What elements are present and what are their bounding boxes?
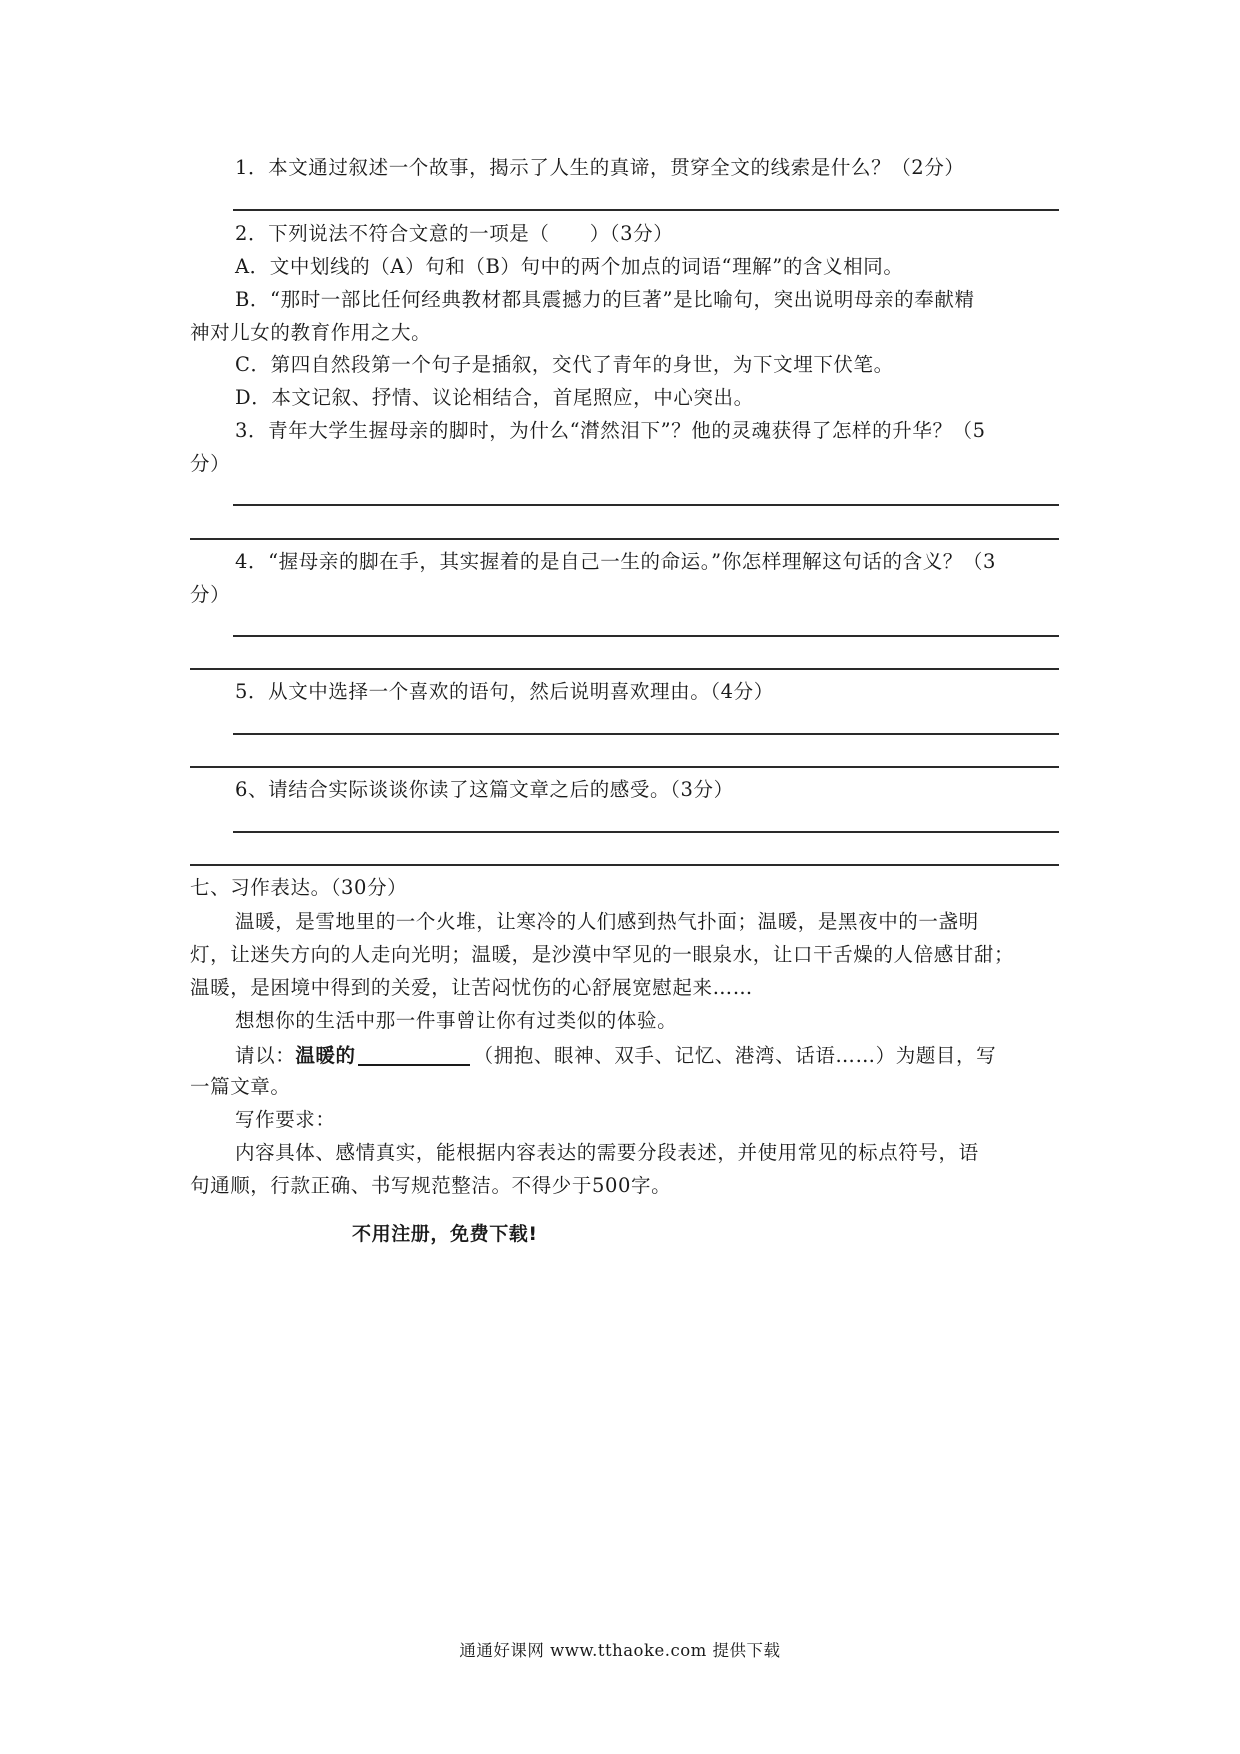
question-2-option-c: C．第四自然段第一个句子是插叙，交代了青年的身世，为下文埋下伏笔。 xyxy=(235,353,894,376)
composition-title-instruction-line2: 一篇文章。 xyxy=(190,1075,291,1098)
composition-heading: 七、习作表达。（30分） xyxy=(190,876,408,899)
question-3-line2: 分） xyxy=(190,452,231,475)
answer-line-q4-2 xyxy=(190,668,1059,670)
answer-line-q3-2 xyxy=(190,538,1059,540)
title-blank xyxy=(358,1042,470,1066)
title-options: （拥抱、眼神、双手、记忆、港湾、话语……）为题目，写 xyxy=(473,1044,997,1067)
requirements-line1: 内容具体、感情真实，能根据内容表达的需要分段表述，并使用常见的标点符号，语 xyxy=(235,1141,979,1164)
answer-line-q6-1 xyxy=(233,831,1059,833)
composition-prompt-line3: 温暖，是困境中得到的关爱，让苦闷忧伤的心舒展宽慰起来…… xyxy=(190,976,753,999)
question-4-line2: 分） xyxy=(190,583,231,606)
question-2-option-b-line2: 神对儿女的教育作用之大。 xyxy=(190,321,432,344)
composition-prompt-line2: 灯，让迷失方向的人走向光明；温暖，是沙漠中罕见的一眼泉水，让口干舌燥的人倍感甘甜； xyxy=(190,943,1015,966)
question-2-stem: 2．下列说法不符合文意的一项是（ ）（3分） xyxy=(235,222,674,245)
question-2-option-d: D．本文记叙、抒情、议论相结合，首尾照应，中心突出。 xyxy=(235,386,754,409)
requirements-line2: 句通顺，行款正确、书写规范整洁。不得少于500字。 xyxy=(190,1174,672,1197)
question-1-text: 1．本文通过叙述一个故事，揭示了人生的真谛，贯穿全文的线索是什么？（2分） xyxy=(235,156,965,179)
answer-line-q3-1 xyxy=(233,504,1059,506)
title-keyword: 温暖的 xyxy=(295,1044,356,1067)
page-footer: 通通好课网 www.tthaoke.com 提供下载 xyxy=(459,1641,781,1660)
question-6-text: 6、请结合实际谈谈你读了这篇文章之后的感受。（3分） xyxy=(235,778,734,801)
answer-line-q4-1 xyxy=(233,635,1059,637)
question-5-text: 5．从文中选择一个喜欢的语句，然后说明喜欢理由。（4分） xyxy=(235,680,774,703)
answer-line-q6-2 xyxy=(190,864,1059,866)
composition-prompt-line4: 想想你的生活中那一件事曾让你有过类似的体验。 xyxy=(235,1009,678,1032)
title-prefix: 请以： xyxy=(235,1044,296,1067)
question-4-line1: 4．“握母亲的脚在手，其实握着的是自己一生的命运。”你怎样理解这句话的含义？（3 xyxy=(235,550,997,573)
requirements-heading: 写作要求： xyxy=(235,1108,336,1131)
answer-line-q5-1 xyxy=(233,733,1059,735)
composition-prompt-line1: 温暖，是雪地里的一个火堆，让寒冷的人们感到热气扑面；温暖，是黑夜中的一盏明 xyxy=(235,910,979,933)
composition-title-instruction xyxy=(235,1042,996,1068)
promo-text: 不用注册，免费下载! xyxy=(352,1223,538,1245)
answer-line-q5-2 xyxy=(190,766,1059,768)
question-2-option-a: A．文中划线的（A）句和（B）句中的两个加点的词语“理解”的含义相同。 xyxy=(235,255,904,278)
question-3-line1: 3．青年大学生握母亲的脚时，为什么“潸然泪下”？他的灵魂获得了怎样的升华？（5 xyxy=(235,419,986,442)
question-2-option-b-line1: B．“那时一部比任何经典教材都具震撼力的巨著”是比喻句，突出说明母亲的奉献精 xyxy=(235,288,975,311)
answer-line-q1 xyxy=(233,209,1059,211)
